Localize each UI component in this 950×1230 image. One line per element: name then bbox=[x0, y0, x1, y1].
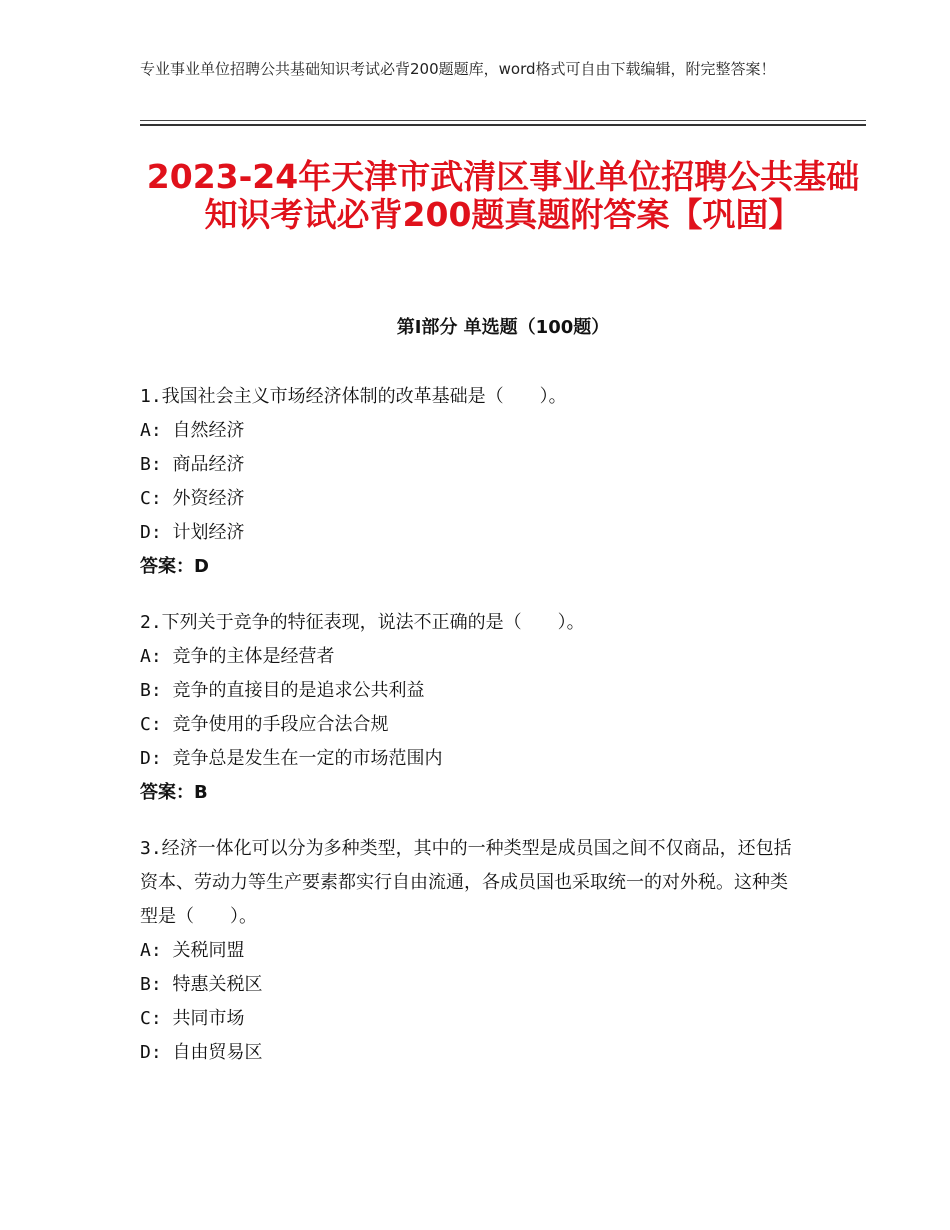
option-d: D: 计划经济 bbox=[140, 522, 245, 543]
option-a: A: 关税同盟 bbox=[140, 940, 245, 961]
option-c: C: 竞争使用的手段应合法合规 bbox=[140, 714, 389, 735]
option-d: D: 竞争总是发生在一定的市场范围内 bbox=[140, 748, 443, 769]
header-divider-thick bbox=[140, 124, 866, 126]
question-3 bbox=[140, 832, 800, 1070]
option-d: D: 自由贸易区 bbox=[140, 1042, 263, 1063]
question-list bbox=[140, 380, 800, 1092]
option-a: A: 自然经济 bbox=[140, 420, 245, 441]
question-1 bbox=[140, 380, 800, 584]
answer: 答案：D bbox=[140, 556, 209, 577]
option-b: B: 商品经济 bbox=[140, 454, 245, 475]
option-c: C: 外资经济 bbox=[140, 488, 245, 509]
option-b: B: 竞争的直接目的是追求公共利益 bbox=[140, 680, 425, 701]
question-stem: 1.我国社会主义市场经济体制的改革基础是（ ）。 bbox=[140, 386, 567, 407]
option-b: B: 特惠关税区 bbox=[140, 974, 263, 995]
section-title: 第Ⅰ部分 单选题（100题） bbox=[396, 317, 610, 338]
question-2 bbox=[140, 606, 800, 810]
option-c: C: 共同市场 bbox=[140, 1008, 245, 1029]
question-stem: 3.经济一体化可以分为多种类型，其中的一种类型是成员国之间不仅商品，还包括资本、劳动力等生产要素都实行自由流通，各成员国也采取统一的对外税。这种类型是（ ）。 bbox=[140, 838, 792, 927]
document-title: 2023-24年天津市武清区事业单位招聘公共基础知识考试必背200题真题附答案【巩固】 bbox=[146, 157, 860, 234]
header-divider-thin bbox=[140, 120, 866, 121]
question-stem: 2.下列关于竞争的特征表现，说法不正确的是（ ）。 bbox=[140, 612, 585, 633]
option-a: A: 竞争的主体是经营者 bbox=[140, 646, 335, 667]
header-note: 专业事业单位招聘公共基础知识考试必背200题题库，word格式可自由下载编辑，附完整答案！ bbox=[140, 60, 776, 78]
answer: 答案：B bbox=[140, 782, 208, 803]
